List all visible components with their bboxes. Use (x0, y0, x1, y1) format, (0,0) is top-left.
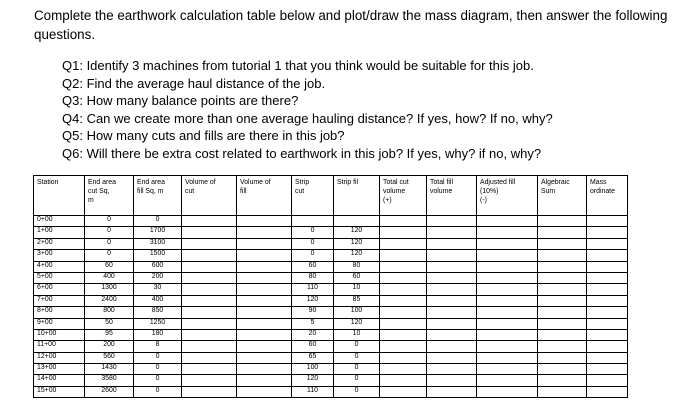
column-header (85, 176, 134, 216)
table-cell[interactable] (587, 329, 628, 340)
table-cell[interactable]: 1700 (134, 227, 182, 238)
table-cell[interactable]: 2400 (85, 295, 134, 306)
table-cell[interactable] (538, 386, 587, 397)
table-row (34, 386, 628, 397)
table-cell[interactable] (587, 250, 628, 261)
station-cell: 4+00 (34, 261, 85, 272)
table-cell[interactable] (427, 307, 477, 318)
table-cell[interactable]: 120 (334, 250, 380, 261)
table-cell[interactable] (237, 216, 292, 227)
table-cell[interactable] (477, 329, 538, 340)
table-cell[interactable] (587, 386, 628, 397)
table-cell[interactable]: 3100 (134, 238, 182, 249)
table-row (34, 295, 628, 306)
table-cell[interactable] (427, 216, 477, 227)
table-cell[interactable] (380, 364, 427, 375)
table-cell[interactable] (237, 375, 292, 386)
station-cell: 12+00 (34, 352, 85, 363)
table-cell[interactable] (427, 364, 477, 375)
table-cell[interactable]: 0 (134, 375, 182, 386)
column-header-line: Strip (295, 179, 310, 186)
column-header-line: (+) (383, 197, 392, 204)
column-header-line: Strip fil (337, 179, 359, 186)
column-header-line: Station (37, 179, 59, 186)
table-cell[interactable]: 110 (292, 284, 334, 295)
table-cell[interactable] (237, 341, 292, 352)
column-header-line: Adjusted fill (480, 179, 516, 186)
column-header-line: (10%) (480, 188, 499, 195)
table-cell[interactable] (237, 329, 292, 340)
table-cell[interactable] (427, 272, 477, 283)
table-row (34, 364, 628, 375)
table-cell[interactable] (380, 250, 427, 261)
table-cell[interactable]: 400 (134, 295, 182, 306)
question-item: Q2: Find the average haul distance of the job. (62, 75, 326, 91)
table-cell[interactable] (182, 216, 237, 227)
table-cell[interactable] (538, 250, 587, 261)
table-header-row (34, 176, 628, 216)
table-cell[interactable]: 0 (134, 352, 182, 363)
table-cell[interactable]: 0 (134, 364, 182, 375)
table-cell[interactable] (477, 295, 538, 306)
table-cell[interactable] (237, 261, 292, 272)
table-cell[interactable]: 120 (334, 238, 380, 249)
table-cell[interactable] (182, 250, 237, 261)
table-cell[interactable] (182, 318, 237, 329)
table-cell[interactable] (587, 318, 628, 329)
table-cell[interactable]: 0 (134, 216, 182, 227)
column-header-line: cut (185, 188, 195, 195)
table-cell[interactable]: 95 (85, 329, 134, 340)
table-cell[interactable] (538, 272, 587, 283)
table-cell[interactable]: 100 (292, 364, 334, 375)
column-header (334, 176, 380, 216)
table-cell[interactable]: 120 (334, 318, 380, 329)
table-cell[interactable] (182, 364, 237, 375)
table-cell[interactable] (380, 284, 427, 295)
table-cell[interactable]: 110 (292, 386, 334, 397)
table-cell[interactable] (538, 216, 587, 227)
table-cell[interactable]: 65 (292, 352, 334, 363)
table-cell[interactable]: 120 (334, 227, 380, 238)
table-cell[interactable]: 2600 (85, 386, 134, 397)
table-cell[interactable] (538, 238, 587, 249)
column-header (477, 176, 538, 216)
station-cell: 9+00 (34, 318, 85, 329)
table-cell[interactable]: 0 (85, 250, 134, 261)
table-cell[interactable]: 60 (292, 341, 334, 352)
table-cell[interactable] (477, 238, 538, 249)
table-cell[interactable] (427, 318, 477, 329)
table-cell[interactable] (237, 352, 292, 363)
table-cell[interactable] (477, 307, 538, 318)
station-cell: 11+00 (34, 341, 85, 352)
table-cell[interactable] (587, 375, 628, 386)
table-cell[interactable]: 0 (85, 227, 134, 238)
table-cell[interactable]: 8 (134, 341, 182, 352)
table-cell[interactable] (477, 364, 538, 375)
column-header (34, 176, 85, 216)
table-cell[interactable]: 5 (292, 318, 334, 329)
station-cell: 14+00 (34, 375, 85, 386)
station-cell: 5+00 (34, 272, 85, 283)
table-row (34, 250, 628, 261)
station-cell: 1+00 (34, 227, 85, 238)
table-cell[interactable]: 10 (334, 284, 380, 295)
column-header-line: volume (383, 188, 406, 195)
table-cell[interactable] (380, 261, 427, 272)
table-cell[interactable] (380, 341, 427, 352)
table-cell[interactable]: 0 (334, 386, 380, 397)
table-cell[interactable]: 0 (334, 375, 380, 386)
table-row (34, 272, 628, 283)
table-cell[interactable] (427, 238, 477, 249)
table-cell[interactable] (538, 364, 587, 375)
table-cell[interactable]: 60 (334, 272, 380, 283)
table-cell[interactable] (538, 295, 587, 306)
table-cell[interactable] (427, 352, 477, 363)
table-cell[interactable] (477, 375, 538, 386)
table-cell[interactable] (380, 295, 427, 306)
column-header-line: m (88, 197, 94, 204)
table-cell[interactable]: 120 (292, 375, 334, 386)
table-cell[interactable] (380, 216, 427, 227)
table-cell[interactable] (477, 250, 538, 261)
table-cell[interactable] (538, 227, 587, 238)
table-row (34, 238, 628, 249)
table-cell[interactable] (380, 386, 427, 397)
table-cell[interactable] (380, 375, 427, 386)
station-cell: 13+00 (34, 364, 85, 375)
table-row (34, 227, 628, 238)
station-cell: 8+00 (34, 307, 85, 318)
station-cell: 10+00 (34, 329, 85, 340)
table-row (34, 261, 628, 272)
table-cell[interactable]: 120 (292, 295, 334, 306)
table-cell[interactable]: 0 (85, 216, 134, 227)
table-cell[interactable] (538, 307, 587, 318)
table-row (34, 318, 628, 329)
table-cell[interactable]: 0 (292, 238, 334, 249)
table-cell[interactable] (182, 352, 237, 363)
question-item: Q1: Identify 3 machines from tutorial 1 that you think would be suitable for this job. (62, 58, 534, 73)
table-cell[interactable] (380, 227, 427, 238)
column-header (587, 176, 628, 216)
table-cell[interactable] (182, 295, 237, 306)
table-cell[interactable]: 0 (334, 352, 380, 363)
table-cell[interactable] (587, 307, 628, 318)
table-cell[interactable] (380, 318, 427, 329)
table-cell[interactable] (182, 307, 237, 318)
table-cell[interactable] (427, 261, 477, 272)
table-cell[interactable] (427, 284, 477, 295)
table-cell[interactable] (380, 238, 427, 249)
table-cell[interactable] (182, 375, 237, 386)
table-cell[interactable]: 200 (85, 341, 134, 352)
column-header (237, 176, 292, 216)
column-header-line: cut (295, 188, 305, 195)
table-cell[interactable] (587, 341, 628, 352)
table-cell[interactable]: 1500 (134, 250, 182, 261)
station-cell: 7+00 (34, 295, 85, 306)
table-cell[interactable] (477, 272, 538, 283)
table-cell[interactable]: 1300 (85, 284, 134, 295)
table-cell[interactable]: 100 (334, 307, 380, 318)
table-cell[interactable] (477, 227, 538, 238)
table-cell[interactable] (237, 238, 292, 249)
table-cell[interactable]: 20 (292, 329, 334, 340)
table-cell[interactable] (587, 238, 628, 249)
table-cell[interactable] (587, 284, 628, 295)
table-cell[interactable] (538, 284, 587, 295)
table-cell[interactable]: 30 (134, 284, 182, 295)
table-row (34, 284, 628, 295)
column-header-line: Volume of (240, 179, 271, 186)
table-cell[interactable]: 1250 (134, 318, 182, 329)
table-cell[interactable] (380, 329, 427, 340)
table-cell[interactable] (182, 386, 237, 397)
table-cell[interactable] (587, 364, 628, 375)
table-row (34, 352, 628, 363)
column-header-line: Sum (541, 188, 556, 195)
column-header-line: volume (430, 188, 453, 195)
table-cell[interactable] (427, 386, 477, 397)
table-cell[interactable]: 80 (292, 272, 334, 283)
table-cell[interactable] (587, 227, 628, 238)
table-cell[interactable] (538, 352, 587, 363)
table-cell[interactable] (587, 352, 628, 363)
table-cell[interactable] (587, 216, 628, 227)
column-header-line: Mass (590, 179, 607, 186)
table-cell[interactable] (427, 250, 477, 261)
table-cell[interactable] (182, 284, 237, 295)
table-cell[interactable] (182, 261, 237, 272)
table-cell[interactable] (477, 284, 538, 295)
table-cell[interactable] (182, 329, 237, 340)
column-header-line: End area (137, 179, 165, 186)
table-cell[interactable]: 3580 (85, 375, 134, 386)
table-cell[interactable]: 400 (85, 272, 134, 283)
table-cell[interactable]: 180 (134, 329, 182, 340)
column-header-line: cut Sq, (88, 188, 110, 195)
table-row (34, 375, 628, 386)
table-cell[interactable]: 850 (134, 307, 182, 318)
column-header-line: fill Sq, m (137, 188, 164, 195)
column-header-line: Algebraic (541, 179, 570, 186)
table-cell[interactable] (587, 295, 628, 306)
table-cell[interactable] (334, 216, 380, 227)
station-cell: 15+00 (34, 386, 85, 397)
table-cell[interactable]: 0 (85, 238, 134, 249)
station-cell: 6+00 (34, 284, 85, 295)
table-cell[interactable]: 50 (85, 318, 134, 329)
table-cell[interactable] (477, 318, 538, 329)
table-cell[interactable] (538, 329, 587, 340)
table-cell[interactable]: 560 (85, 352, 134, 363)
column-header-line: fill (240, 188, 247, 195)
table-cell[interactable] (427, 295, 477, 306)
table-cell[interactable] (538, 318, 587, 329)
table-cell[interactable] (477, 261, 538, 272)
station-cell: 2+00 (34, 238, 85, 249)
table-cell[interactable] (538, 375, 587, 386)
instructions-text: Complete the earthwork calculation table below and plot/draw the mass diagram, then answer the following questions. (34, 8, 668, 42)
table-cell[interactable]: 10 (334, 329, 380, 340)
table-cell[interactable] (587, 261, 628, 272)
table-cell[interactable] (237, 318, 292, 329)
table-row (34, 341, 628, 352)
column-header-line: End area (88, 179, 116, 186)
table-cell[interactable] (427, 329, 477, 340)
table-row (34, 329, 628, 340)
table-cell[interactable] (427, 341, 477, 352)
question-list (62, 57, 553, 163)
question-item: Q5: How many cuts and fills are there in this job? (62, 128, 345, 144)
table-cell[interactable] (380, 307, 427, 318)
column-header (182, 176, 237, 216)
table-cell[interactable] (292, 216, 334, 227)
table-cell[interactable]: 800 (85, 307, 134, 318)
table-cell[interactable] (587, 272, 628, 283)
table-cell[interactable]: 80 (334, 261, 380, 272)
table-cell[interactable] (237, 307, 292, 318)
table-cell[interactable] (237, 250, 292, 261)
table-cell[interactable] (237, 272, 292, 283)
table-cell[interactable] (237, 364, 292, 375)
column-header-line: Total fill (430, 179, 453, 186)
column-header-line: Volume of (185, 179, 216, 186)
table-cell[interactable] (182, 272, 237, 283)
table-cell[interactable]: 0 (292, 227, 334, 238)
table-cell[interactable] (182, 227, 237, 238)
table-cell[interactable]: 0 (292, 250, 334, 261)
table-cell[interactable]: 200 (134, 272, 182, 283)
table-cell[interactable] (237, 284, 292, 295)
table-cell[interactable]: 85 (334, 295, 380, 306)
question-item: Q3: How many balance points are there? (62, 93, 299, 109)
table-cell[interactable] (380, 272, 427, 283)
table-cell[interactable] (237, 295, 292, 306)
column-header (427, 176, 477, 216)
question-item: Q4: Can we create more than one average hauling distance? If yes, how? If no, why? (62, 110, 553, 126)
column-header-line: Total cut (383, 179, 409, 186)
question-item: Q6: Will there be extra cost related to earthwork in this job? If yes, why? if no, why? (62, 145, 542, 161)
table-cell[interactable]: 90 (292, 307, 334, 318)
table-cell[interactable] (477, 352, 538, 363)
table-cell[interactable]: 0 (134, 386, 182, 397)
column-header (134, 176, 182, 216)
table-cell[interactable]: 600 (134, 261, 182, 272)
table-cell[interactable] (182, 341, 237, 352)
column-header (380, 176, 427, 216)
table-cell[interactable]: 0 (334, 364, 380, 375)
table-cell[interactable] (538, 261, 587, 272)
table-cell[interactable] (427, 375, 477, 386)
table-cell[interactable] (237, 227, 292, 238)
table-cell[interactable]: 60 (292, 261, 334, 272)
station-cell: 0+00 (34, 216, 85, 227)
table-cell[interactable]: 1430 (85, 364, 134, 375)
column-header-line: ordinate (590, 188, 615, 195)
table-cell[interactable] (538, 341, 587, 352)
table-row (34, 307, 628, 318)
column-header-line: (-) (480, 197, 487, 204)
table-cell[interactable] (237, 386, 292, 397)
table-row (34, 216, 628, 227)
column-header (538, 176, 587, 216)
table-cell[interactable] (477, 386, 538, 397)
table-cell[interactable] (380, 352, 427, 363)
table-body (34, 216, 628, 398)
table-cell[interactable]: 60 (85, 261, 134, 272)
table-cell[interactable] (182, 238, 237, 249)
column-header (292, 176, 334, 216)
table-cell[interactable]: 0 (334, 341, 380, 352)
station-cell: 3+00 (34, 250, 85, 261)
table-cell[interactable] (427, 227, 477, 238)
table-cell[interactable] (477, 216, 538, 227)
earthwork-table (33, 175, 628, 398)
table-cell[interactable] (477, 341, 538, 352)
